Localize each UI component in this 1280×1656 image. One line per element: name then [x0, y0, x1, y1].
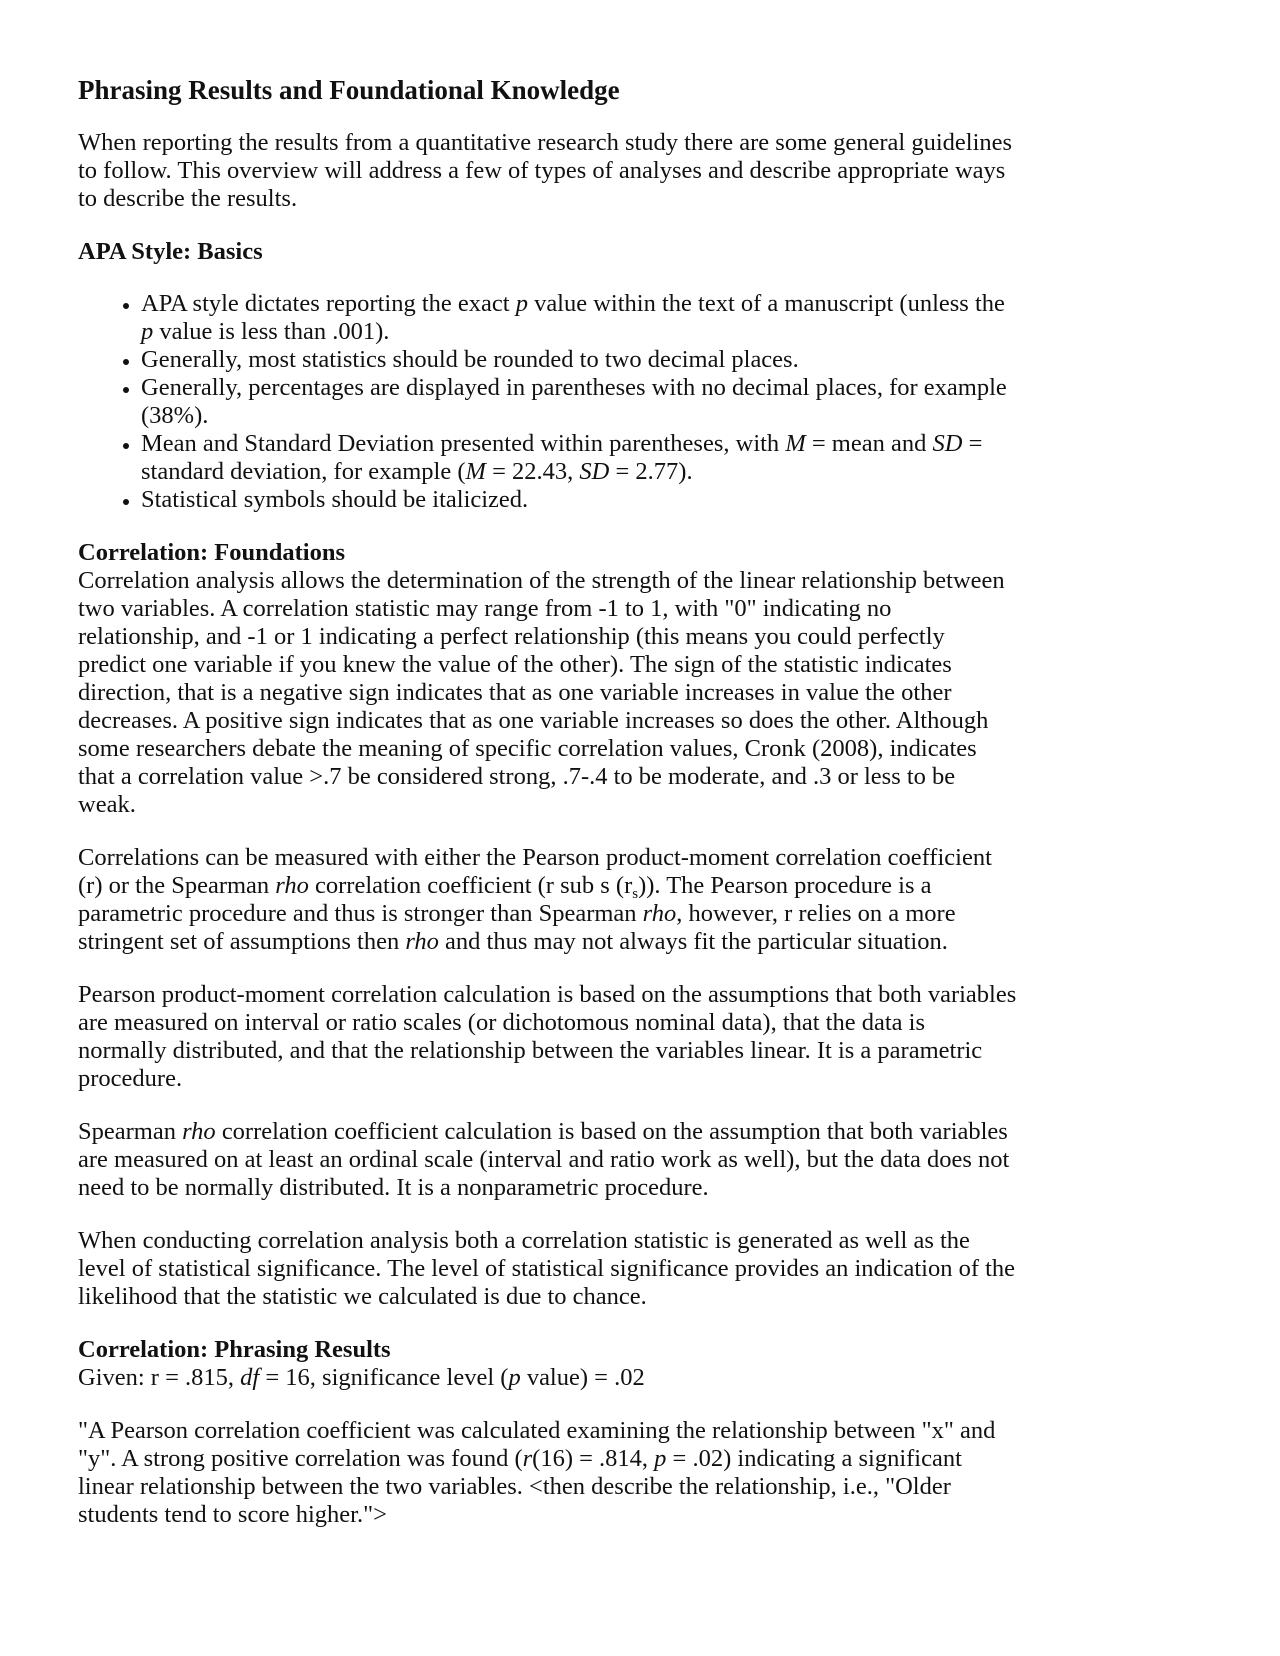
page-title: Phrasing Results and Foundational Knowledge: [78, 75, 620, 105]
list-item: • Statistical symbols should be italicized.: [141, 486, 1018, 514]
phrasing-section: [78, 1336, 1018, 1392]
foundations-paragraph-3: Pearson product-moment correlation calculation is based on the assumptions that both variables are measured on interval or ratio scales (or dichotomous nominal data), that the data is normally distributed, and that the relationship between the variables linear. It is a parametric procedure.: [78, 981, 1017, 1092]
list-item: • APA style dictates reporting the exact p value within the text of a manuscript (unless the p value is less than .001).: [141, 290, 1018, 346]
list-item: • Mean and Standard Deviation presented within parentheses, with M = mean and SD = standard deviation, for example (M = 22.43, SD = 2.77).: [141, 430, 1018, 486]
example-quote: "A Pearson correlation coefficient was calculated examining the relationship between "x" and "y". A strong positive correlation was found (r(16) = .814, p = .02) indicating a significant linear relationship between the two variables. <then describe the relationship, i.e., "Older students tend to score higher.">: [78, 1417, 996, 1528]
foundations-paragraph-5: When conducting correlation analysis both a correlation statistic is generated as well as the level of statistical significance. The level of statistical significance provides an indication of the likelihood that the statistic we calculated is due to chance.: [78, 1227, 1016, 1310]
document-page: [78, 74, 1018, 1554]
given-line: Given: r = .815, df = 16, significance level (p value) = .02: [78, 1364, 645, 1391]
foundations-paragraph-4: Spearman rho correlation coefficient calculation is based on the assumption that both variables are measured on at least an ordinal scale (interval and ratio work as well), but the data does not need to be normally distributed. It is a nonparametric procedure.: [78, 1118, 1010, 1201]
foundations-paragraph-1: Correlation analysis allows the determination of the strength of the linear relationship between two variables. A correlation statistic may range from -1 to 1, with "0" indicating no relationship, and -1 or 1 indicating a perfect relationship (this means you could perfectly predict one variable if you knew the value of the other). The sign of the statistic indicates direction, that is a negative sign indicates that as one variable increases in value the other decreases. A positive sign indicates that as one variable increases so does the other. Although some researchers debate the meaning of specific correlation values, Cronk (2008), indicates that a correlation value >.7 be considered strong, .7-.4 to be moderate, and .3 or less to be weak.: [78, 567, 1005, 818]
foundations-section: [78, 539, 1018, 819]
list-item: • Generally, percentages are displayed in parentheses with no decimal places, for example (38%).: [141, 374, 1018, 430]
phrasing-heading: Correlation: Phrasing Results: [78, 1336, 391, 1363]
foundations-heading: Correlation: Foundations: [78, 539, 346, 566]
intro-paragraph: When reporting the results from a quantitative research study there are some general guidelines to follow. This overview will address a few of types of analyses and describe appropriate ways to describe the results.: [78, 129, 1013, 212]
apa-heading: APA Style: Basics: [78, 238, 263, 265]
foundations-paragraph-2: Correlations can be measured with either the Pearson product-moment correlation coefficient (r) or the Spearman rho correlation coefficient (r sub s $(r_s)$). The Pearson procedure is a parametric procedure and thus is stronger than Spearman rho, however, r relies on a more stringent set of assumptions then rho and thus may not always fit the particular situation.: [78, 844, 992, 955]
list-item: • Generally, most statistics should be rounded to two decimal places.: [141, 346, 1018, 374]
apa-bullet-list: [78, 290, 1018, 514]
